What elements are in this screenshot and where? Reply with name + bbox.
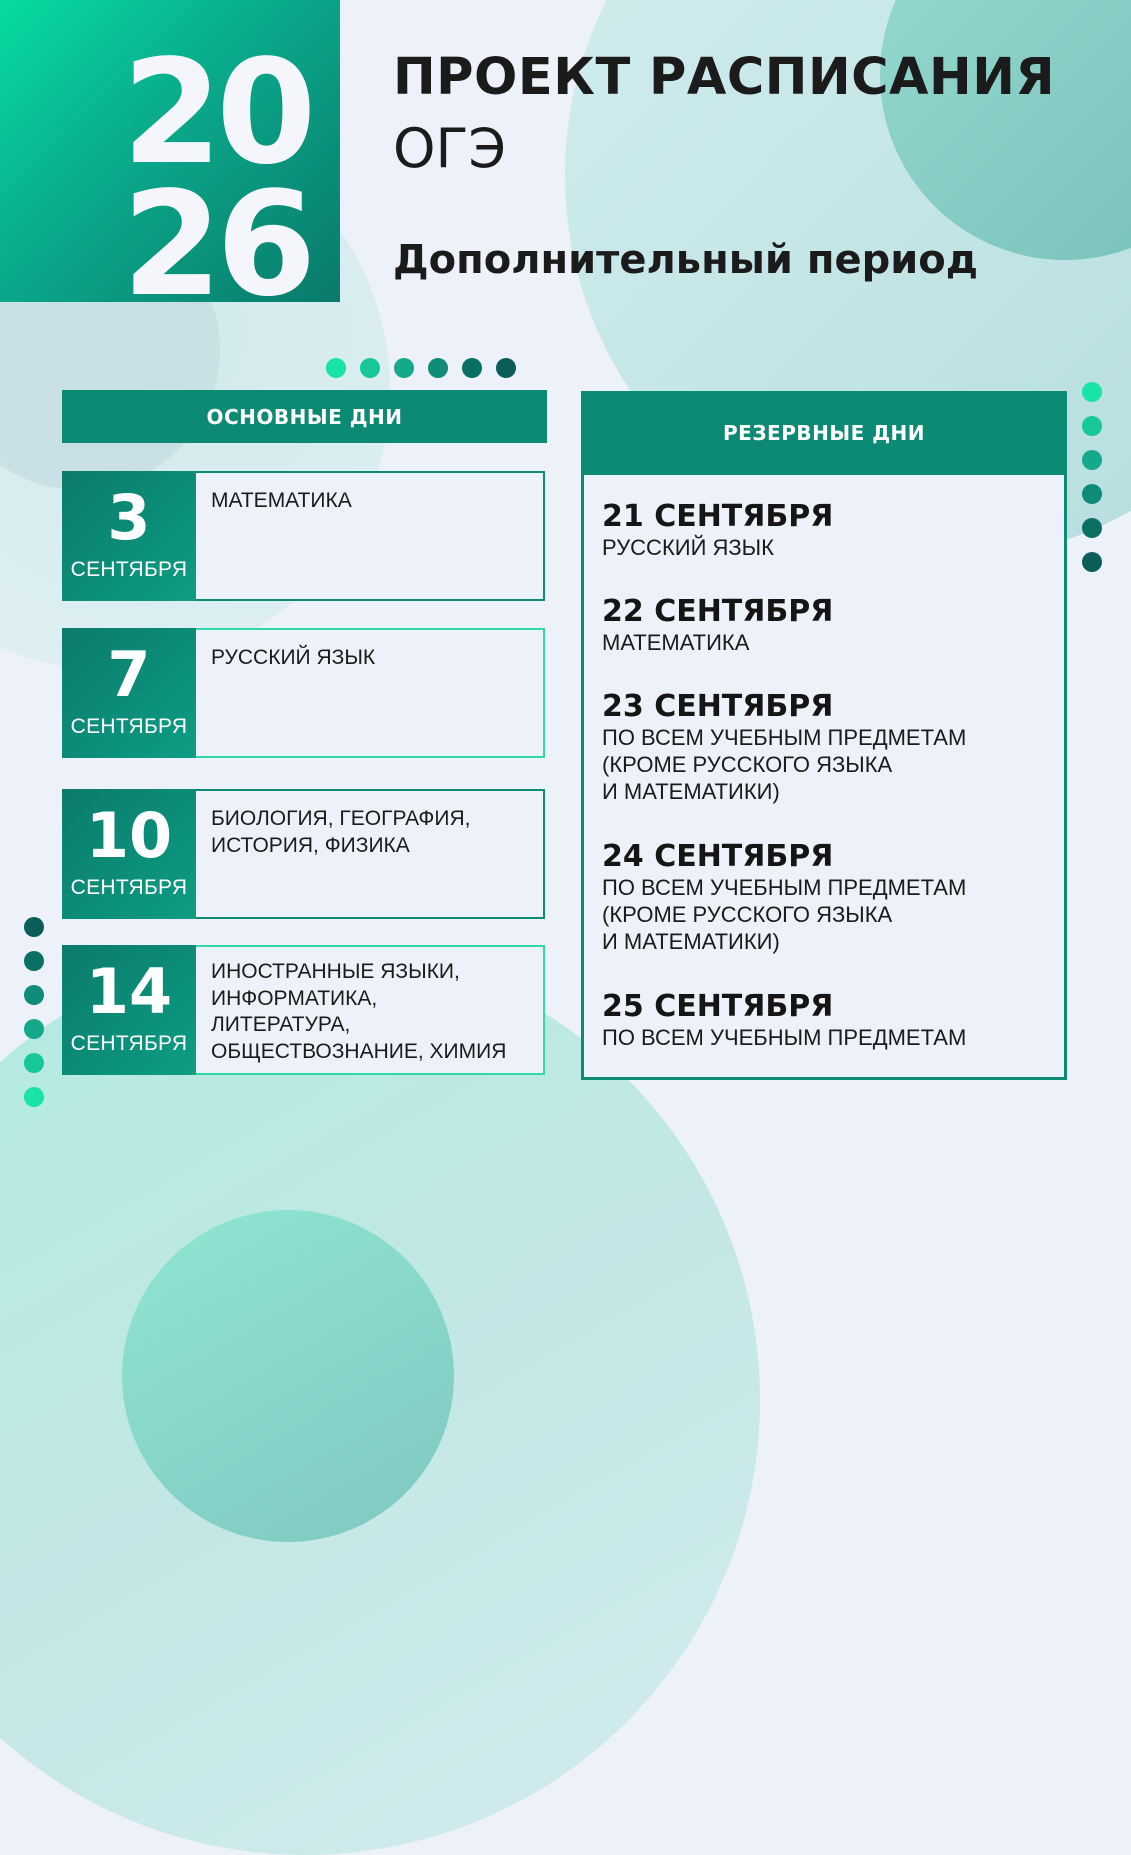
main-day-card [62, 471, 545, 601]
main-day-card [62, 789, 545, 919]
year-digits-top: 20 [122, 28, 311, 196]
decorative-dot [24, 1053, 44, 1073]
reserve-days-header: РЕЗЕРВНЫЕ ДНИ [581, 391, 1067, 475]
decorative-dot [1082, 450, 1102, 470]
day-month: СЕНТЯБРЯ [70, 558, 188, 581]
decorative-dot [326, 358, 346, 378]
main-day-card [62, 945, 545, 1075]
day-number: 7 [107, 638, 151, 711]
day-subjects: ИНОСТРАННЫЕ ЯЗЫКИ, ИНФОРМАТИКА, ЛИТЕРАТУРА, ОБЩЕСТВОЗНАНИЕ, ХИМИЯ [211, 960, 507, 1063]
page-title: ПРОЕКТ РАСПИСАНИЯ [393, 48, 1056, 107]
period-subtitle: Дополнительный период [393, 237, 979, 283]
day-month: СЕНТЯБРЯ [70, 1032, 188, 1055]
date-badge [62, 471, 196, 601]
reserve-subjects: РУССКИЙ ЯЗЫК [602, 535, 774, 560]
date-badge [62, 789, 196, 919]
year-digits-bottom: 26 [122, 160, 311, 328]
decorative-dot [24, 917, 44, 937]
year-block [0, 0, 340, 328]
date-badge [62, 945, 196, 1075]
reserve-subjects: МАТЕМАТИКА [602, 630, 750, 655]
decorative-dot [24, 951, 44, 971]
reserve-date: 22 СЕНТЯБРЯ [602, 594, 834, 629]
date-badge [62, 628, 196, 758]
decorative-dot [394, 358, 414, 378]
decorative-dot [1082, 484, 1102, 504]
day-number: 14 [85, 955, 173, 1028]
reserve-date: 25 СЕНТЯБРЯ [602, 989, 834, 1024]
day-number: 10 [85, 799, 173, 872]
decorative-circle [122, 1210, 454, 1542]
reserve-subjects: ПО ВСЕМ УЧЕБНЫМ ПРЕДМЕТАМ (КРОМЕ РУССКОГО ЯЗЫКА И МАТЕМАТИКИ) [602, 725, 967, 804]
exam-name: ОГЭ [393, 117, 507, 180]
decorative-dot [1082, 416, 1102, 436]
reserve-day-item [602, 595, 1052, 656]
decorative-dot [24, 1087, 44, 1107]
decorative-dot [24, 985, 44, 1005]
reserve-date: 21 СЕНТЯБРЯ [602, 499, 834, 534]
day-number: 3 [107, 481, 151, 554]
day-subjects: МАТЕМАТИКА [211, 489, 352, 512]
day-subjects: РУССКИЙ ЯЗЫК [211, 646, 376, 669]
decorative-dot [428, 358, 448, 378]
reserve-date: 23 СЕНТЯБРЯ [602, 689, 834, 724]
reserve-day-item [602, 990, 1052, 1051]
day-subjects: БИОЛОГИЯ, ГЕОГРАФИЯ, ИСТОРИЯ, ФИЗИКА [211, 807, 471, 857]
decorative-dot [462, 358, 482, 378]
decorative-dot [496, 358, 516, 378]
reserve-day-item [602, 500, 1052, 561]
reserve-date: 24 СЕНТЯБРЯ [602, 839, 834, 874]
decorative-dot [1082, 518, 1102, 538]
reserve-subjects: ПО ВСЕМ УЧЕБНЫМ ПРЕДМЕТАМ (КРОМЕ РУССКОГО ЯЗЫКА И МАТЕМАТИКИ) [602, 875, 967, 954]
main-day-card [62, 628, 545, 758]
main-days-header: ОСНОВНЫЕ ДНИ [62, 390, 547, 443]
reserve-day-item [602, 840, 1052, 955]
decorative-dot [1082, 382, 1102, 402]
day-month: СЕНТЯБРЯ [70, 876, 188, 899]
reserve-subjects: ПО ВСЕМ УЧЕБНЫМ ПРЕДМЕТАМ [602, 1025, 967, 1050]
decorative-dot [1082, 552, 1102, 572]
decorative-dot [360, 358, 380, 378]
reserve-day-item [602, 690, 1052, 805]
decorative-dot [24, 1019, 44, 1039]
day-month: СЕНТЯБРЯ [70, 715, 188, 738]
